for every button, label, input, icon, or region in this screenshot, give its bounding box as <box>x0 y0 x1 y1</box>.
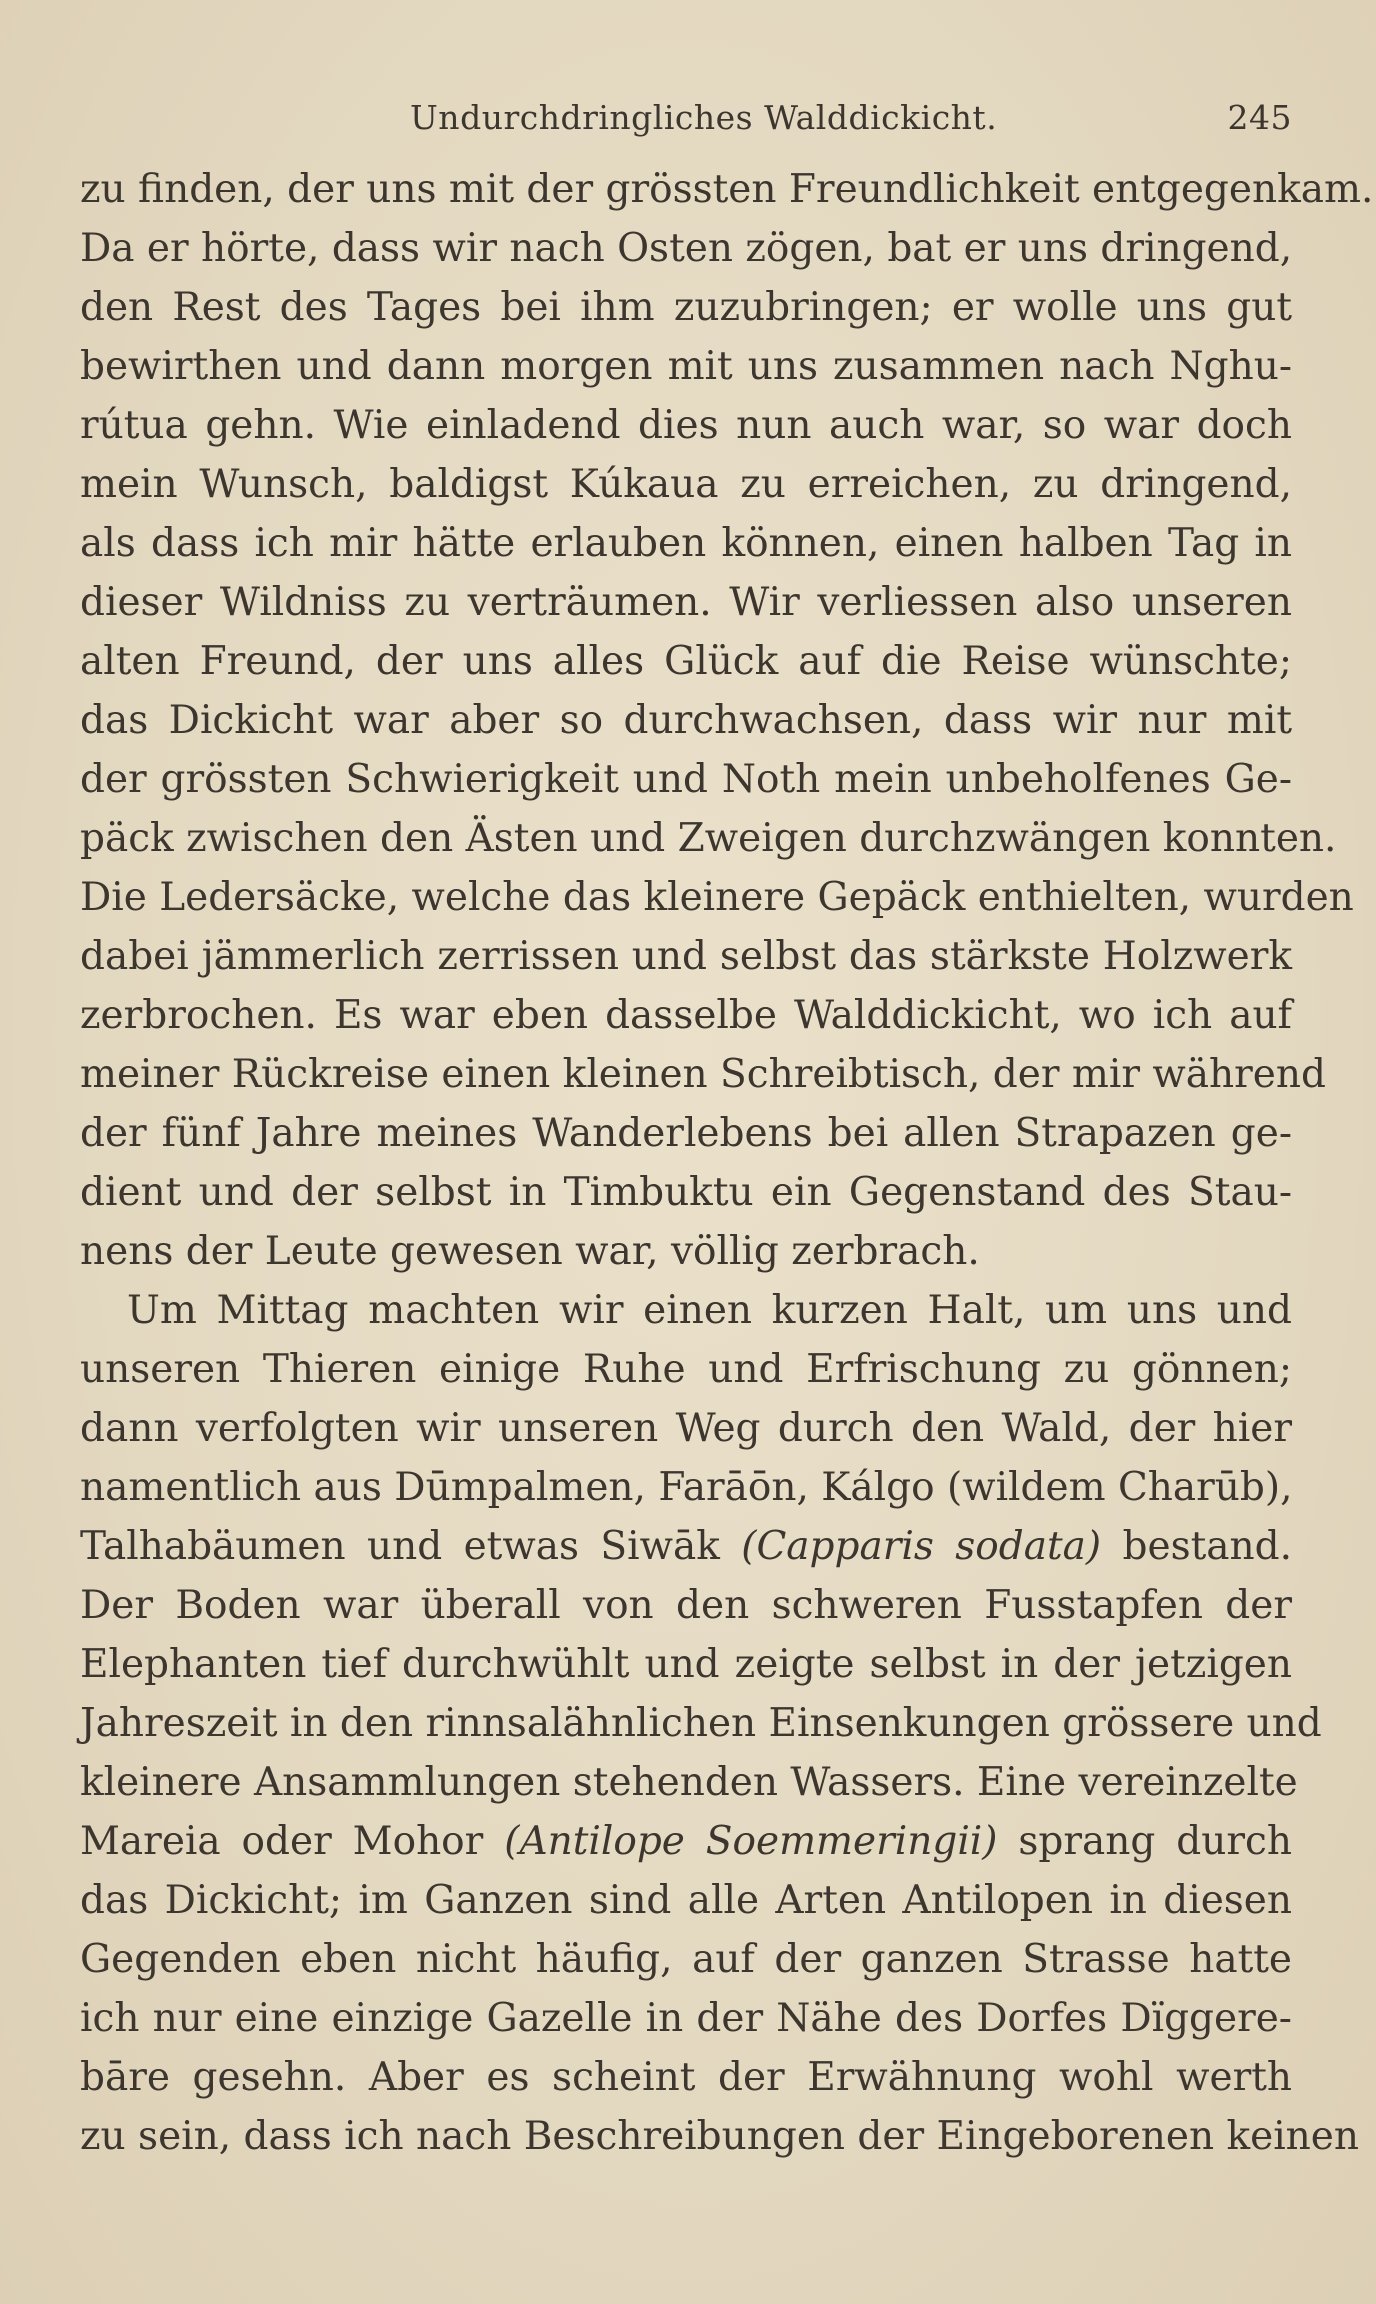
text-line: Da er hörte, dass wir nach Osten zögen, bat er uns dringend, <box>80 226 1293 271</box>
text-line: das Dickicht war aber so durchwachsen, dass wir nur mit <box>80 698 1292 743</box>
text-line: dann verfolgten wir unseren Weg durch den Wald, der hier <box>80 1406 1292 1451</box>
text-line: kleinere Ansammlungen stehenden Wassers. Eine vereinzelte <box>80 1760 1298 1805</box>
scientific-name: (Antilope Soemmeringii) <box>504 1819 998 1864</box>
text-line: als dass ich mir hätte erlauben können, einen halben Tag in <box>80 521 1292 566</box>
page-number: 245 <box>1227 98 1292 137</box>
text-line: das Dickicht; im Ganzen sind alle Arten Antilopen in diesen <box>80 1878 1292 1923</box>
body-text <box>80 160 1374 2166</box>
text-line: Jahreszeit in den rinnsalähnlichen Einsenkungen grössere und <box>80 1701 1322 1746</box>
text-line: namentlich aus Dūmpalmen, Farāōn, Kálgo (wildem Charūb), <box>80 1465 1293 1510</box>
text-line: zu sein, dass ich nach Beschreibungen der Eingeborenen keinen <box>80 2114 1359 2159</box>
text-line: zu finden, der uns mit der grössten Freundlichkeit entgegenkam. <box>80 167 1374 212</box>
text-line: der grössten Schwierigkeit und Noth mein unbeholfenes Ge- <box>80 757 1292 802</box>
text-line: Um Mittag machten wir einen kurzen Halt, um uns und <box>127 1288 1292 1333</box>
text-line: mein Wunsch, baldigst Kúkaua zu erreichen, zu dringend, <box>80 462 1292 507</box>
line-text: sprang durch <box>997 1819 1292 1864</box>
text-line <box>80 1517 1292 1576</box>
text-line: bāre gesehn. Aber es scheint der Erwähnung wohl werth <box>80 2055 1292 2100</box>
text-line: päck zwischen den Ästen und Zweigen durchzwängen konnten. <box>80 816 1337 861</box>
text-line: dient und der selbst in Timbuktu ein Gegenstand des Stau- <box>80 1170 1292 1215</box>
text-line: rútua gehn. Wie einladend dies nun auch war, so war doch <box>80 403 1292 448</box>
text-line: dieser Wildniss zu verträumen. Wir verliessen also unseren <box>80 580 1292 625</box>
scientific-name: (Capparis sodata) <box>741 1524 1102 1569</box>
line-text: Mareia oder Mohor <box>80 1819 505 1864</box>
text-line: Der Boden war überall von den schweren Fusstapfen der <box>80 1583 1292 1628</box>
line-text: bestand. <box>1101 1524 1292 1569</box>
text-line: dabei jämmerlich zerrissen und selbst das stärkste Holzwerk <box>80 934 1292 979</box>
running-title: Undurchdringliches Walddickicht. <box>410 98 998 137</box>
text-line: den Rest des Tages bei ihm zuzubringen; er wolle uns gut <box>80 285 1292 330</box>
text-line: zerbrochen. Es war eben dasselbe Walddickicht, wo ich auf <box>80 993 1292 1038</box>
text-line: alten Freund, der uns alles Glück auf die Reise wünschte; <box>80 639 1292 684</box>
text-line: nens der Leute gewesen war, völlig zerbrach. <box>80 1229 980 1274</box>
text-line: der fünf Jahre meines Wanderlebens bei allen Strapazen ge- <box>80 1111 1292 1156</box>
text-line: unseren Thieren einige Ruhe und Erfrischung zu gönnen; <box>80 1347 1292 1392</box>
text-line: Die Ledersäcke, welche das kleinere Gepäck enthielten, wurden <box>80 875 1354 920</box>
text-line: ich nur eine einzige Gazelle in der Nähe des Dorfes Dïggere- <box>80 1996 1292 2041</box>
text-line <box>80 1812 1292 1871</box>
text-line: Elephanten tief durchwühlt und zeigte selbst in der jetzigen <box>80 1642 1292 1687</box>
text-line: bewirthen und dann morgen mit uns zusammen nach Nghu- <box>80 344 1292 389</box>
text-line: meiner Rückreise einen kleinen Schreibtisch, der mir während <box>80 1052 1326 1097</box>
line-text: Talhabäumen und etwas Siwāk <box>80 1524 742 1569</box>
text-line: Gegenden eben nicht häufig, auf der ganzen Strasse hatte <box>80 1937 1292 1982</box>
running-head <box>80 98 1292 150</box>
